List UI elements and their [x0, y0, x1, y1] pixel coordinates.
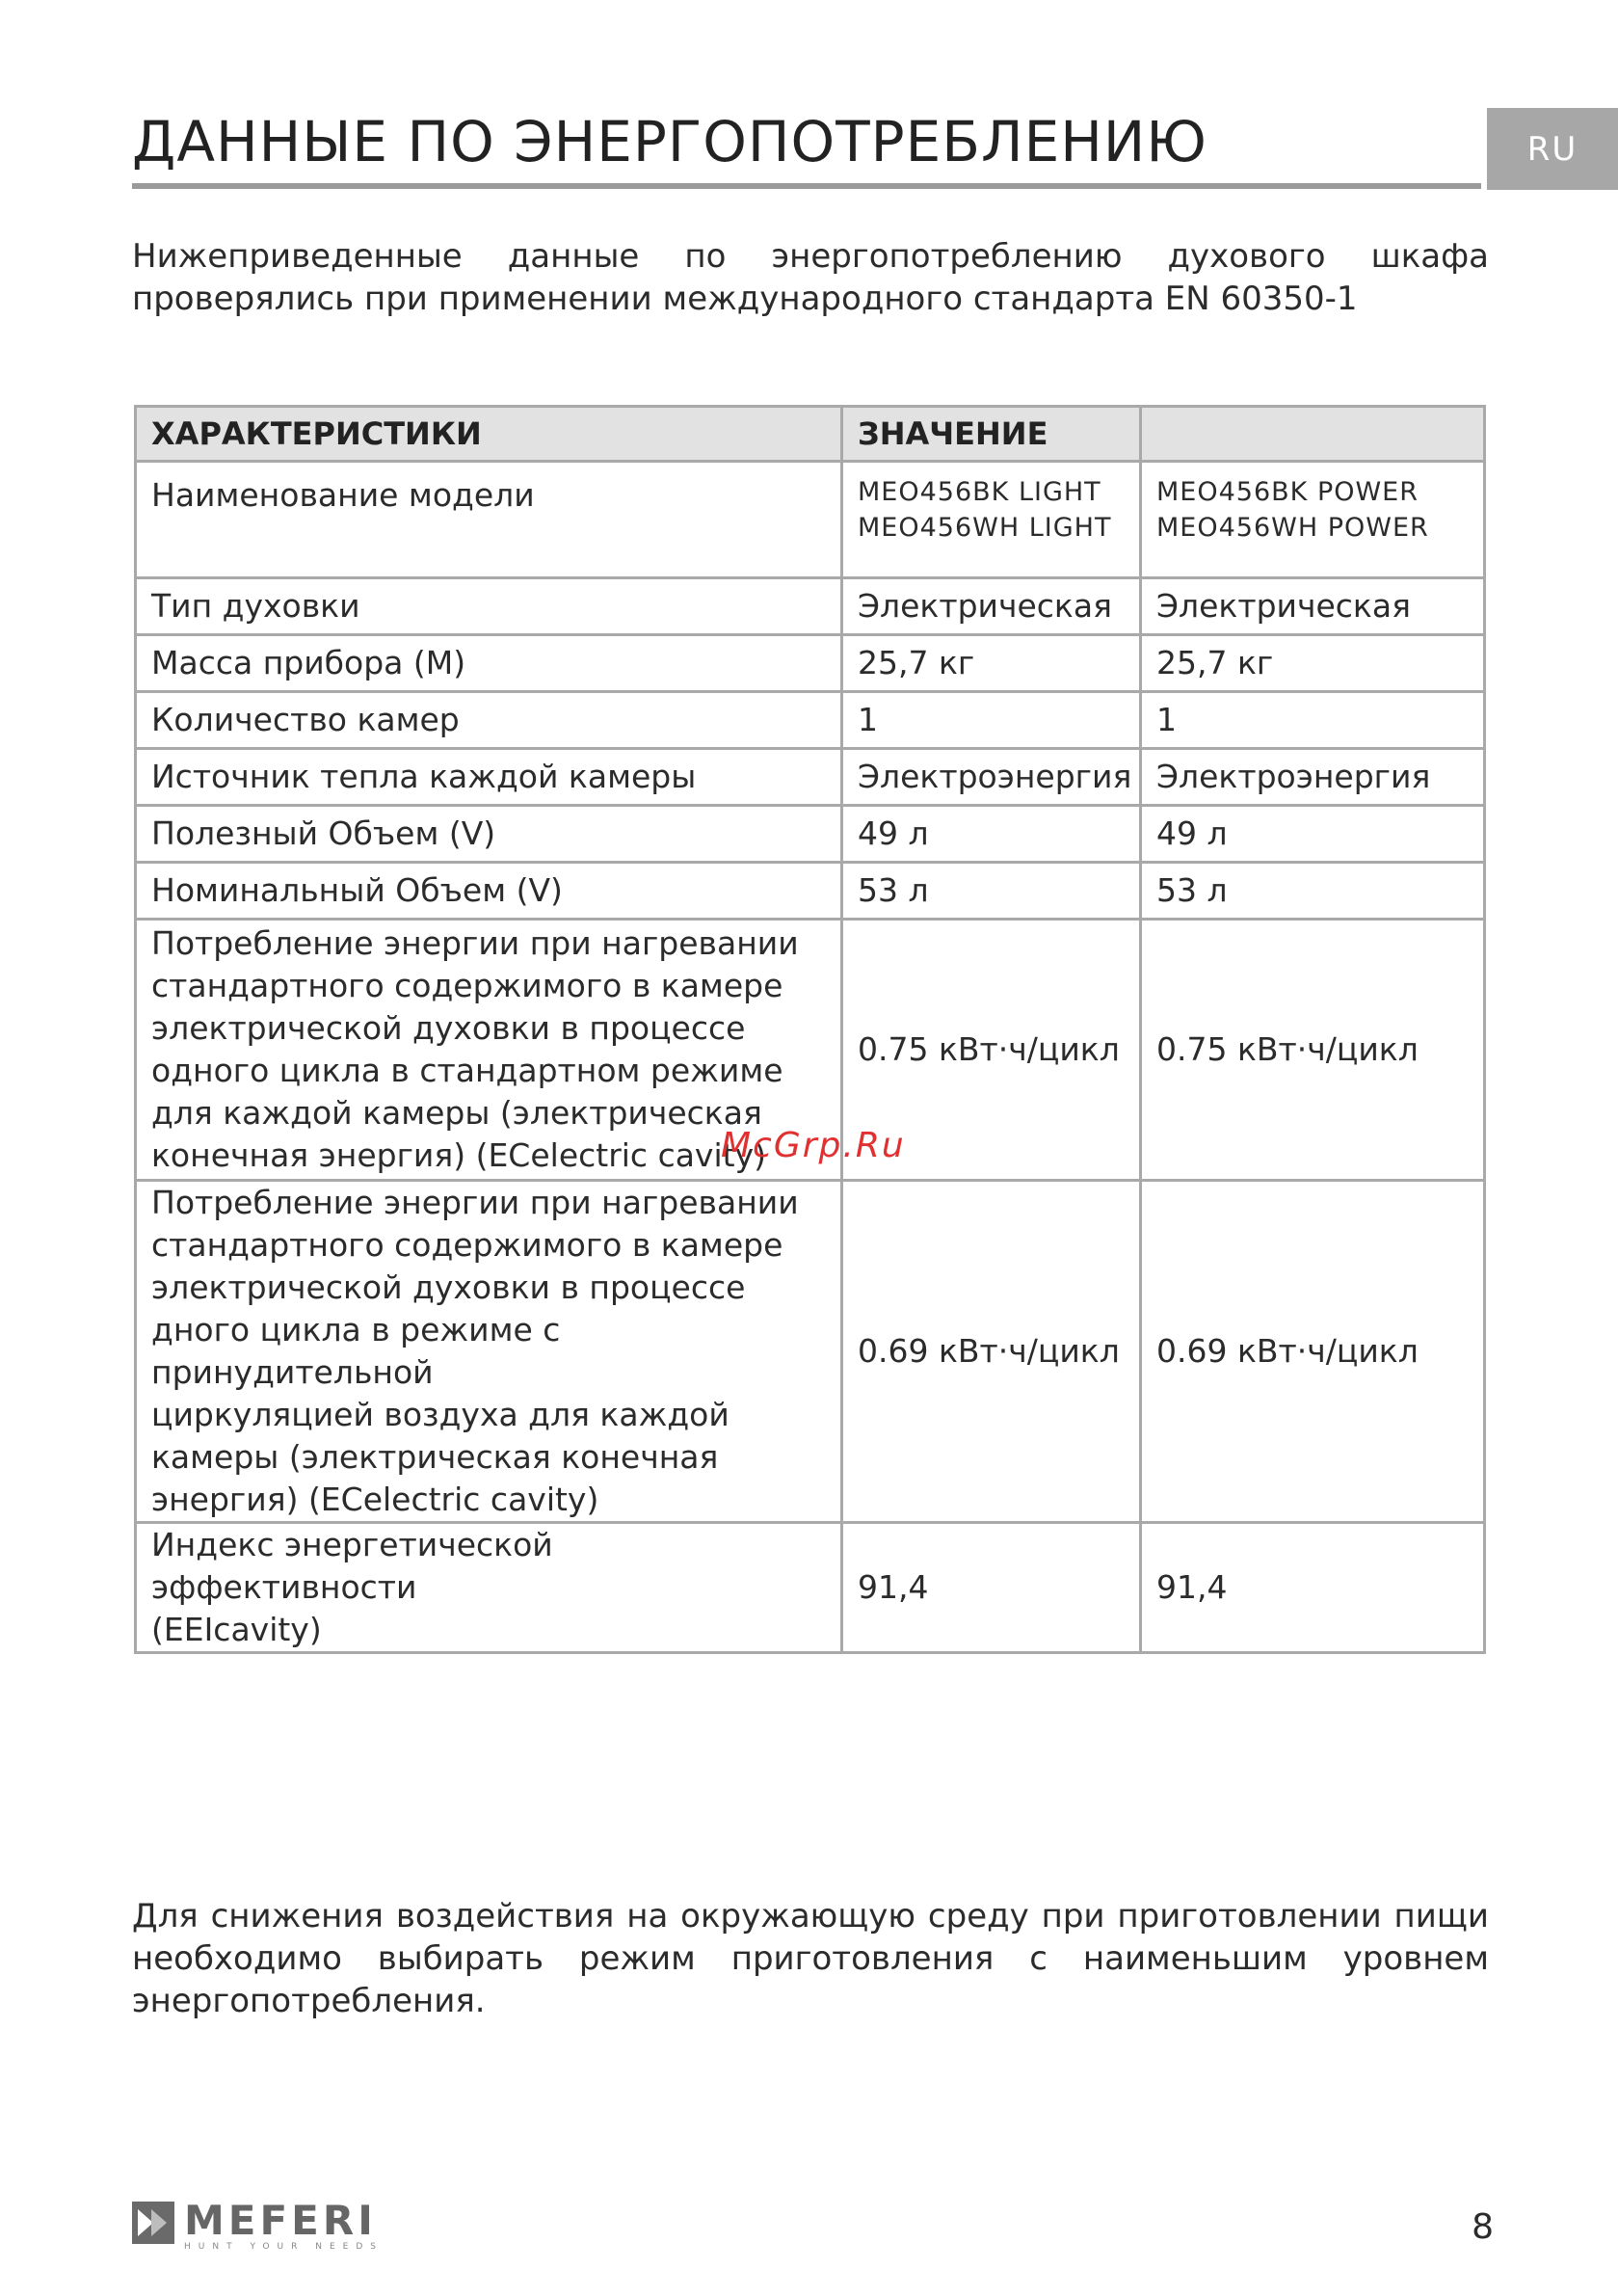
- cell-value: 25,7 кг: [1141, 635, 1485, 692]
- cell-label: Полезный Объем (V): [136, 806, 842, 863]
- label-line: Потребление энергии при нагревании: [151, 924, 799, 962]
- label-line: циркуляцией воздуха для каждой: [151, 1396, 729, 1433]
- logo-wordmark: MEFERI: [184, 2197, 377, 2244]
- cell-label: Наименование модели: [136, 462, 842, 578]
- table-row: [136, 635, 1485, 692]
- cell-value: 91,4: [842, 1523, 1141, 1653]
- cell-value: 49 л: [1141, 806, 1485, 863]
- label-line: стандартного содержимого в камере: [151, 967, 783, 1004]
- cell-value: 53 л: [842, 863, 1141, 920]
- header-characteristics: ХАРАКТЕРИСТИКИ: [136, 407, 842, 462]
- energy-data-table: [134, 405, 1486, 1654]
- cell-label: [136, 1523, 842, 1653]
- label-line: конечная энергия) (ECelectric cavity): [151, 1136, 766, 1174]
- meferi-logo-icon: [132, 2202, 174, 2244]
- cell-value: Электроэнергия: [842, 749, 1141, 806]
- cell-model-power: [1141, 462, 1485, 578]
- language-badge: RU: [1487, 108, 1618, 190]
- table-row: [136, 692, 1485, 749]
- cell-value: 49 л: [842, 806, 1141, 863]
- label-line: одного цикла в стандартном режиме: [151, 1052, 783, 1089]
- brand-logo: [132, 2197, 384, 2252]
- cell-label: [136, 1181, 842, 1523]
- cell-label: Источник тепла каждой камеры: [136, 749, 842, 806]
- cell-value: Электрическая: [1141, 578, 1485, 635]
- model-line: MEO456WH LIGHT: [858, 513, 1112, 543]
- table-row-ec-forced: [136, 1181, 1485, 1523]
- cell-label: Масса прибора (M): [136, 635, 842, 692]
- cell-value: 1: [842, 692, 1141, 749]
- cell-label: Тип духовки: [136, 578, 842, 635]
- table-row: [136, 863, 1485, 920]
- watermark-text: McGrp.Ru: [721, 1126, 906, 1165]
- cell-value: 91,4: [1141, 1523, 1485, 1653]
- label-line: (EEIcavity): [151, 1611, 322, 1648]
- cell-value: Электрическая: [842, 578, 1141, 635]
- cell-value: 1: [1141, 692, 1485, 749]
- header-value: ЗНАЧЕНИЕ: [842, 407, 1141, 462]
- model-line: MEO456WH POWER: [1156, 513, 1429, 543]
- model-line: MEO456BK POWER: [1156, 477, 1419, 507]
- label-line: Потребление энергии при нагревании: [151, 1184, 799, 1221]
- label-line: Индекс энергетической эффективности: [151, 1526, 553, 1606]
- cell-value: 0.75 кВт·ч/цикл: [842, 920, 1141, 1181]
- label-line: для каждой камеры (электрическая: [151, 1094, 762, 1132]
- cell-model-light: [842, 462, 1141, 578]
- environment-note: Для снижения воздействия на окружающую среду при приготовлении пищи необходимо выбирать режим приготовления с наименьшим уровнем энергопотребления.: [132, 1897, 1489, 2020]
- cell-value: 0.69 кВт·ч/цикл: [842, 1181, 1141, 1523]
- label-line: камеры (электрическая конечная: [151, 1438, 719, 1476]
- label-line: электрической духовки в процессе: [151, 1268, 746, 1306]
- table-row-model: [136, 462, 1485, 578]
- cell-value: 0.75 кВт·ч/цикл: [1141, 920, 1485, 1181]
- table-header-row: [136, 407, 1485, 462]
- page-number: 8: [1472, 2207, 1494, 2247]
- cell-value: 0.69 кВт·ч/цикл: [1141, 1181, 1485, 1523]
- logo-tagline: HUNT YOUR NEEDS: [184, 2242, 384, 2252]
- label-line: стандартного содержимого в камере: [151, 1226, 783, 1264]
- cell-value: 53 л: [1141, 863, 1485, 920]
- table-row: [136, 749, 1485, 806]
- cell-value: Электроэнергия: [1141, 749, 1485, 806]
- header-empty: [1141, 407, 1485, 462]
- label-line: энергия) (ECelectric cavity): [151, 1481, 599, 1518]
- table-row-eei: [136, 1523, 1485, 1653]
- table-row: [136, 806, 1485, 863]
- cell-label: Номинальный Объем (V): [136, 863, 842, 920]
- table-row: [136, 578, 1485, 635]
- label-line: дного цикла в режиме с принудительной: [151, 1311, 561, 1391]
- label-line: электрической духовки в процессе: [151, 1009, 746, 1047]
- intro-paragraph: Нижеприведенные данные по энергопотреблению духового шкафа проверялись при применении международного стандарта EN 60350-1: [132, 237, 1489, 318]
- page-title: ДАННЫЕ ПО ЭНЕРГОПОТРЕБЛЕНИЮ: [132, 109, 1207, 174]
- cell-label: Количество камер: [136, 692, 842, 749]
- title-underline: [132, 183, 1481, 189]
- model-line: MEO456BK LIGHT: [858, 477, 1101, 507]
- cell-value: 25,7 кг: [842, 635, 1141, 692]
